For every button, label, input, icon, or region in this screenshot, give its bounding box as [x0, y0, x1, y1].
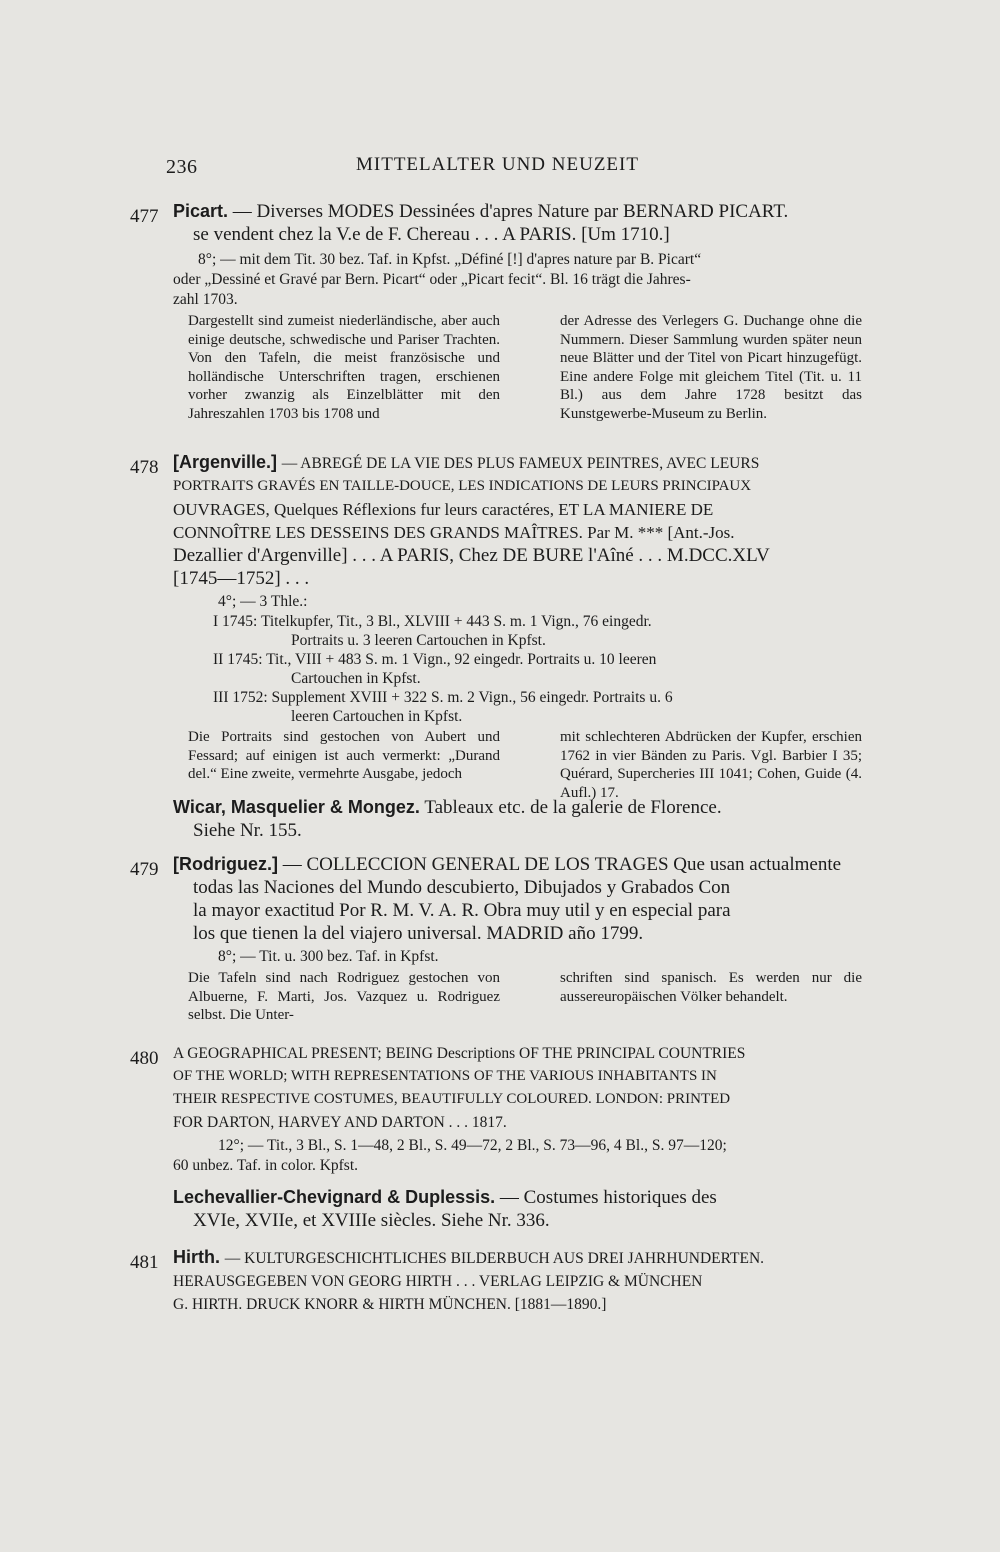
entry-number: 480: [130, 1048, 159, 1069]
annotation: [173, 728, 862, 802]
title-line: la mayor exactitud Por R. M. V. A. R. Obra muy util y en especial para: [193, 900, 731, 921]
annotation-left: Die Portraits sind gestochen von Aubert und Fessard; auf einigen ist auch vermerkt: „Durand del.“ Eine zweite, vermehrte Ausgabe, jedoch: [188, 729, 500, 782]
entry-477: [130, 200, 862, 423]
entry-480: [130, 1042, 862, 1176]
collation: 8°; — mit dem Tit. 30 bez. Taf. in Kpfst. „Définé [!] d'apres nature par B. Picart“ oder „Dessiné et Gravé par Bern. Picart“ oder „Picart fecit“. Bl. 16 trägt die Jahres- zahl 1703.: [173, 251, 702, 308]
page-number: 236: [166, 156, 198, 178]
annotation: [173, 969, 862, 1025]
page-header: [166, 152, 862, 182]
volume-list: [173, 612, 862, 726]
ref-line: Wicar, Masquelier & Mongez. Tableaux etc. de la galerie de Florence.: [173, 797, 722, 818]
title-line: se vendent chez la V.e de F. Chereau . . . A PARIS. [Um 1710.]: [193, 224, 670, 245]
title-line: OUVRAGES, Quelques Réflexions fur leurs caractéres, ET LA MANIERE DE: [173, 500, 714, 519]
annotation-right: der Adresse des Verlegers G. Duchange ohne die Nummern. Dieser Sammlung wurden später neun neue Blätter und der Titel von Picart hinzugefügt. Eine andere Folge mit gleichem Titel (Tit. u. 11 Bl.) aus dem Jahre 1728 besitzt das Kunstgewerbe-Museum zu Berlin.: [560, 313, 862, 422]
entry-number: 479: [130, 859, 159, 880]
ref-line: Lechevallier-Chevignard & Duplessis. — Costumes historiques des: [173, 1187, 717, 1208]
ref-author: Lechevallier-Chevignard & Duplessis.: [173, 1187, 496, 1207]
collation: 4°; — 3 Thle.:: [218, 593, 308, 610]
collation: 12°; — Tit., 3 Bl., S. 1—48, 2 Bl., S. 49—72, 2 Bl., S. 73—96, 4 Bl., S. 97—120; 60 unbez. Taf. in color. Kpfst.: [173, 1137, 727, 1174]
annotation-right: schriften sind spanisch. Es werden nur die aussereuropäischen Völker behandelt.: [560, 970, 862, 1005]
title-line: Dezallier d'Argenville] . . . A PARIS, Chez DE BURE l'Aîné . . . M.DCC.XLV: [173, 545, 770, 566]
title-line: FOR DARTON, HARVEY AND DARTON . . . 1817.: [173, 1114, 507, 1131]
entry-number: 481: [130, 1252, 159, 1273]
entry-author: Picart.: [173, 201, 229, 221]
title-line: HERAUSGEGEBEN VON GEORG HIRTH . . . VERLAG LEIPZIG & MÜNCHEN: [173, 1273, 703, 1290]
ref-line: Siehe Nr. 155.: [193, 820, 302, 841]
entry-number: 477: [130, 206, 159, 227]
title-line: THEIR RESPECTIVE COSTUMES, BEAUTIFULLY COLOURED. LONDON: PRINTED: [173, 1091, 731, 1107]
cross-reference: [173, 1186, 863, 1232]
title-line: G. HIRTH. DRUCK KNORR & HIRTH MÜNCHEN. [1881—1890.]: [173, 1296, 607, 1313]
entry-478: [130, 451, 862, 802]
entry-author: [Argenville.]: [173, 452, 278, 472]
annotation-left: Die Tafeln sind nach Rodriguez gestochen von Albuerne, F. Marti, Jos. Vazquez u. Rodriguez selbst. Die Unter-: [188, 970, 500, 1023]
title-line: todas las Naciones del Mundo descubierto, Dibujados y Grabados Con: [193, 877, 731, 898]
title-line: [1745—1752] . . .: [173, 568, 310, 589]
cross-reference: [173, 796, 863, 842]
title-line: [Rodriguez.] — COLLECCION GENERAL DE LOS TRAGES Que usan actualmente: [173, 854, 842, 875]
collation: 8°; — Tit. u. 300 bez. Taf. in Kpfst.: [218, 948, 439, 965]
entry-number: 478: [130, 457, 159, 478]
entry-author: Hirth.: [173, 1247, 220, 1267]
volume-item: I 1745: Titelkupfer, Tit., 3 Bl., XLVIII + 443 S. m. 1 Vign., 76 eingedr. Portraits u. 3 leeren Cartouchen in Kpfst.: [213, 613, 652, 649]
entry-479: [130, 853, 862, 1025]
title-line: Hirth. — KULTURGESCHICHTLICHES BILDERBUCH AUS DREI JAHRHUNDERTEN.: [173, 1247, 765, 1267]
title-line: A GEOGRAPHICAL PRESENT; BEING Descriptions OF THE PRINCIPAL COUNTRIES: [173, 1045, 746, 1062]
entry-author: [Rodriguez.]: [173, 854, 278, 874]
title-line: [Argenville.] — ABREGÉ DE LA VIE DES PLUS FAMEUX PEINTRES, AVEC LEURS: [173, 452, 760, 472]
volume-item: II 1745: Tit., VIII + 483 S. m. 1 Vign., 92 eingedr. Portraits u. 10 leeren Cartouchen in Kpfst.: [213, 651, 657, 687]
annotation-left: Dargestellt sind zumeist niederländische, aber auch einige deutsche, schwedische und Pariser Trachten. Von den Tafeln, die meist französische und holländische Unterschriften tragen, erschienen vorher zwanzig als Einzelblätter mit den Jahreszahlen 1703 bis 1708 und: [188, 313, 500, 422]
title-line: los que tienen la del viajero universal. MADRID año 1799.: [193, 923, 644, 944]
annotation: [173, 312, 862, 423]
title-line: PORTRAITS GRAVÉS EN TAILLE-DOUCE, LES INDICATIONS DE LEURS PRINCIPAUX: [173, 478, 752, 494]
running-head: MITTELALTER UND NEUZEIT: [356, 154, 639, 175]
entry-481: [130, 1246, 862, 1316]
volume-item: III 1752: Supplement XVIII + 322 S. m. 2 Vign., 56 eingedr. Portraits u. 6 leeren Cartouchen in Kpfst.: [213, 689, 673, 725]
ref-author: Wicar, Masquelier & Mongez.: [173, 797, 420, 817]
ref-line: XVIe, XVIIe, et XVIIIe siècles. Siehe Nr. 336.: [193, 1210, 550, 1231]
title-line: Picart. — Diverses MODES Dessinées d'apres Nature par BERNARD PICART.: [173, 201, 789, 222]
title-line: CONNOÎTRE LES DESSEINS DES GRANDS MAÎTRES. Par M. *** [Ant.-Jos.: [173, 523, 735, 542]
annotation-right: mit schlechteren Abdrücken der Kupfer, erschien 1762 in vier Bänden zu Paris. Vgl. Barbier I 35; Quérard, Supercheries III 1041; Cohen, Guide (4. Aufl.) 17.: [560, 729, 862, 801]
title-line: OF THE WORLD; WITH REPRESENTATIONS OF THE VARIOUS INHABITANTS IN: [173, 1068, 717, 1084]
